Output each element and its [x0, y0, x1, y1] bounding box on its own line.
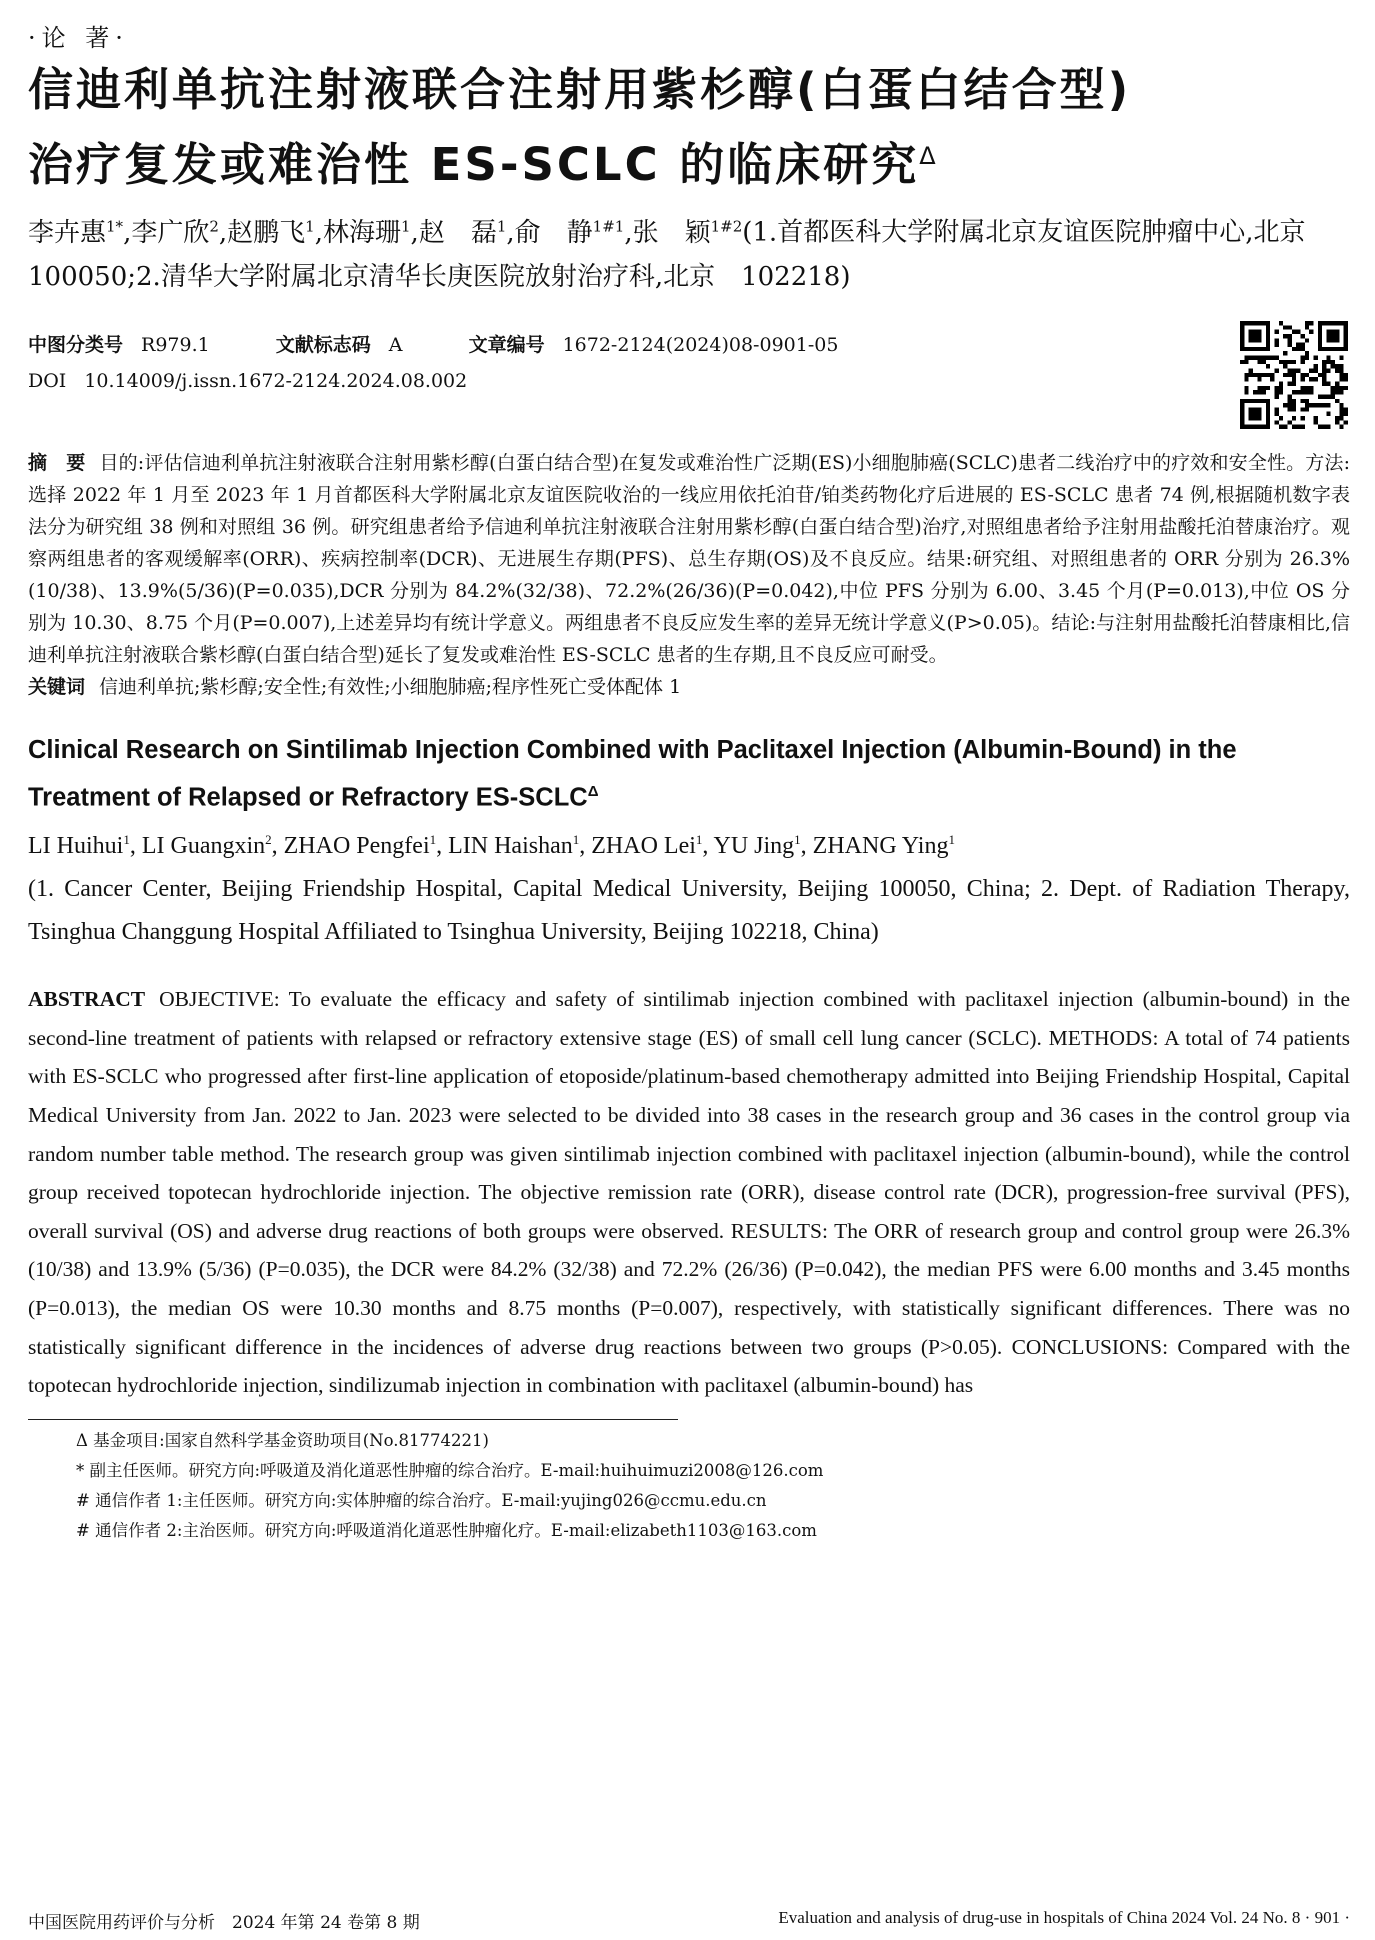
article-number-value: 1672-2124(2024)08-0901-05 — [562, 333, 839, 356]
article-metadata — [28, 327, 1350, 437]
chinese-keywords-label: 关键词 — [28, 675, 86, 698]
english-title — [28, 729, 1350, 819]
chinese-author-name: 赵鹏飞 — [227, 217, 306, 248]
chinese-affiliations: (1.首都医科大学附属北京友谊医院肿瘤中心,北京 100050;2.清华大学附属北京清华长庚医院放射治疗科,北京 102218) — [28, 217, 1332, 292]
running-footer — [28, 1908, 1350, 1933]
chinese-author-affiliation-mark: 1 — [305, 217, 315, 235]
footnote-corresponding-1: # 通信作者 1:主任医师。研究方向:实体肿瘤的综合治疗。E-mail:yujing026@ccmu.edu.cn — [76, 1490, 767, 1510]
doi-value[interactable]: 10.14009/j.issn.1672-2124.2024.08.002 — [84, 369, 468, 392]
chinese-author-name: 李广欣 — [131, 217, 210, 248]
english-author-list: LI Huihui$^1$, LI Guangxin$^2$, ZHAO Pengfei$^1$, LIN Haishan$^1$, ZHAO Lei$^1$, YU Jing$^1$, ZHANG Ying$^1$ — [28, 832, 955, 860]
chinese-abstract — [28, 447, 1350, 671]
chinese-author-affiliation-mark: 1 — [401, 217, 411, 235]
english-abstract-label: ABSTRACT — [28, 987, 146, 1012]
english-author-affiliation-mark: 1 — [572, 832, 580, 848]
english-abstract — [28, 980, 1350, 1405]
footnote-funding: Δ 基金项目:国家自然科学基金资助项目(No.81774221) — [76, 1430, 489, 1450]
chinese-author-list: 李卉惠$^{1*}$,李广欣$^2$,赵鹏飞$^1$,林海珊$^1$,赵 磊$^1$,俞 静$^{1\#1}$,张 颖$^{1\#2}$ — [28, 217, 743, 248]
chinese-title — [28, 57, 1350, 198]
english-abstract-text: OBJECTIVE: To evaluate the efficacy and safety of sintilimab injection combined with paclitaxel injection (albumin-bound) in the second-line treatment of patients with relapsed or refractory extensive stage (ES) of small cell lung cancer (SCLC). METHODS: A total of 74 patients with ES-SCLC who progressed after first-line application of etoposide/platinum-based chemotherapy admitted into Beijing Friendship Hospital, Capital Medical University from Jan. 2022 to Jan. 2023 were selected to be divided into 38 cases in the research group and 36 cases in the control group via random number table method. The research group was given sintilimab injection combined with paclitaxel injection (albumin-bound), while the control group received topotecan hydrochloride injection. The objective remission rate (ORR), disease control rate (DCR), progression-free survival (PFS), overall survival (OS) and adverse drug reactions of both groups were observed. RESULTS: The ORR of research group and control group were 26.3% (10/38) and 13.9% (5/36) (P=0.035), the DCR were 84.2% (32/38) and 72.2% (26/36) (P=0.042), the median PFS were 6.00 months and 3.45 months (P=0.013), the median OS were 10.30 months and 8.75 months (P=0.007), respectively, with statistically significant differences. There was no statistically significant difference in the incidences of adverse drug reactions between two groups (P>0.05). CONCLUSIONS: Compared with the topotecan hydrochloride injection, sindilizumab injection in combination with paclitaxel (albumin-bound) has — [28, 987, 1350, 1398]
chinese-abstract-label: 摘 要 — [28, 451, 86, 474]
chinese-author-name: 赵 磊 — [418, 217, 497, 248]
doi-label: DOI — [28, 369, 67, 392]
chinese-title-line-2: 治疗复发或难治性 ES-SCLC 的临床研究 — [28, 138, 920, 191]
footer-journal-en: Evaluation and analysis of drug-use in hospitals of China 2024 Vol. 24 No. 8 · 901 · — [778, 1908, 1350, 1927]
chinese-author-name: 俞 静 — [514, 217, 593, 248]
article-number-label: 文章编号 — [468, 333, 545, 356]
english-author-name: LI Guangxin — [141, 833, 266, 860]
chinese-author-affiliation-mark: 1#2 — [710, 217, 743, 235]
english-author-affiliation-mark: 1 — [429, 832, 437, 848]
footer-journal-cn: 中国医院用药评价与分析 2024 年第 24 卷第 8 期 — [28, 1913, 420, 1933]
clc-label: 中图分类号 — [28, 333, 124, 356]
chinese-author-name: 林海珊 — [322, 217, 401, 248]
english-author-name: ZHANG Ying — [812, 833, 949, 860]
english-author-name: LI Huihui — [28, 833, 124, 860]
english-author-affiliation-mark: 1 — [695, 832, 703, 848]
footnote-divider — [28, 1419, 678, 1420]
column-tag: ·论 著· — [28, 24, 129, 52]
english-author-name: ZHAO Lei — [591, 833, 696, 860]
footnotes — [28, 1426, 1350, 1546]
chinese-keywords — [28, 671, 1350, 703]
english-author-name: YU Jing — [713, 833, 795, 860]
english-affiliations: (1. Cancer Center, Beijing Friendship Hospital, Capital Medical University, Beijing 100050, China; 2. Dept. of Radiation Therapy, Tsinghua Changgung Hospital Affiliated to Tsinghua University, Beijing 102218, China) — [28, 876, 1350, 946]
chinese-author-name: 张 颖 — [632, 217, 711, 248]
english-author-affiliation-mark: 1 — [123, 832, 130, 848]
english-funding-mark: Δ — [587, 782, 599, 800]
funding-mark: Δ — [919, 142, 939, 170]
english-title-text: Clinical Research on Sintilimab Injection Combined with Paclitaxel Injection (Albumin-Bound) in the Treatment of Relapsed or Refractory ES-SCLC — [28, 735, 1237, 812]
doc-code-label: 文献标志码 — [275, 333, 371, 356]
english-author-name: ZHAO Pengfei — [283, 833, 430, 860]
english-author-name: LIN Haishan — [448, 833, 573, 860]
chinese-author-affiliation-mark: 1#1 — [592, 217, 625, 235]
doc-code-value: A — [388, 333, 403, 356]
chinese-abstract-text: 目的:评估信迪利单抗注射液联合注射用紫杉醇(白蛋白结合型)在复发或难治性广泛期(ES)小细胞肺癌(SCLC)患者二线治疗中的疗效和安全性。方法:选择 2022 年 1 月至 2023 年 1 月首都医科大学附属北京友谊医院收治的一线应用依托泊苷/铂类药物化疗后进展的 ES-SCLC 患者 74 例,根据随机数字表法分为研究组 38 例和对照组 36 例。研究组患者给予信迪利单抗注射液联合注射用紫杉醇(白蛋白结合型)治疗,对照组患者给予注射用盐酸托泊替康治疗。观察两组患者的客观缓解率(ORR)、疾病控制率(DCR)、无进展生存期(PFS)、总生存期(OS)及不良反应。结果:研究组、对照组患者的 ORR 分别为 26.3%(10/38)、13.9%(5/36)(P=0.035),DCR 分别为 84.2%(32/38)、72.2%(26/36)(P=0.042),中位 PFS 分别为 6.00、3.45 个月(P=0.013),中位 OS 分别为 10.30、8.75 个月(P=0.007),上述差异均有统计学意义。两组患者不良反应发生率的差异无统计学意义(P>0.05)。结论:与注射用盐酸托泊替康相比,信迪利单抗注射液联合紫杉醇(白蛋白结合型)延长了复发或难治性 ES-SCLC 患者的生存期,且不良反应可耐受。 — [28, 451, 1350, 666]
footnote-corresponding-2: # 通信作者 2:主治医师。研究方向:呼吸道消化道恶性肿瘤化疗。E-mail:elizabeth1103@163.com — [76, 1520, 817, 1540]
english-author-affiliation-mark: 1 — [794, 832, 801, 848]
chinese-keywords-text: 信迪利单抗;紫杉醇;安全性;有效性;小细胞肺癌;程序性死亡受体配体 1 — [99, 675, 682, 698]
clc-value: R979.1 — [141, 333, 210, 356]
chinese-title-line-1: 信迪利单抗注射液联合注射用紫杉醇(白蛋白结合型) — [28, 63, 1132, 116]
english-author-affiliation-mark: 1 — [948, 832, 955, 848]
chinese-author-affiliation-mark: 2 — [209, 217, 219, 235]
chinese-author-affiliation-mark: 1* — [106, 217, 124, 235]
chinese-author-block — [28, 204, 1350, 299]
qr-code-icon[interactable] — [1240, 321, 1348, 429]
chinese-author-name: 李卉惠 — [28, 217, 107, 248]
article-page — [28, 18, 1350, 1546]
chinese-author-affiliation-mark: 1 — [496, 217, 507, 235]
footnote-first-author: * 副主任医师。研究方向:呼吸道及消化道恶性肿瘤的综合治疗。E-mail:huihuimuzi2008@126.com — [76, 1460, 824, 1480]
english-author-affiliation-mark: 2 — [265, 832, 272, 848]
